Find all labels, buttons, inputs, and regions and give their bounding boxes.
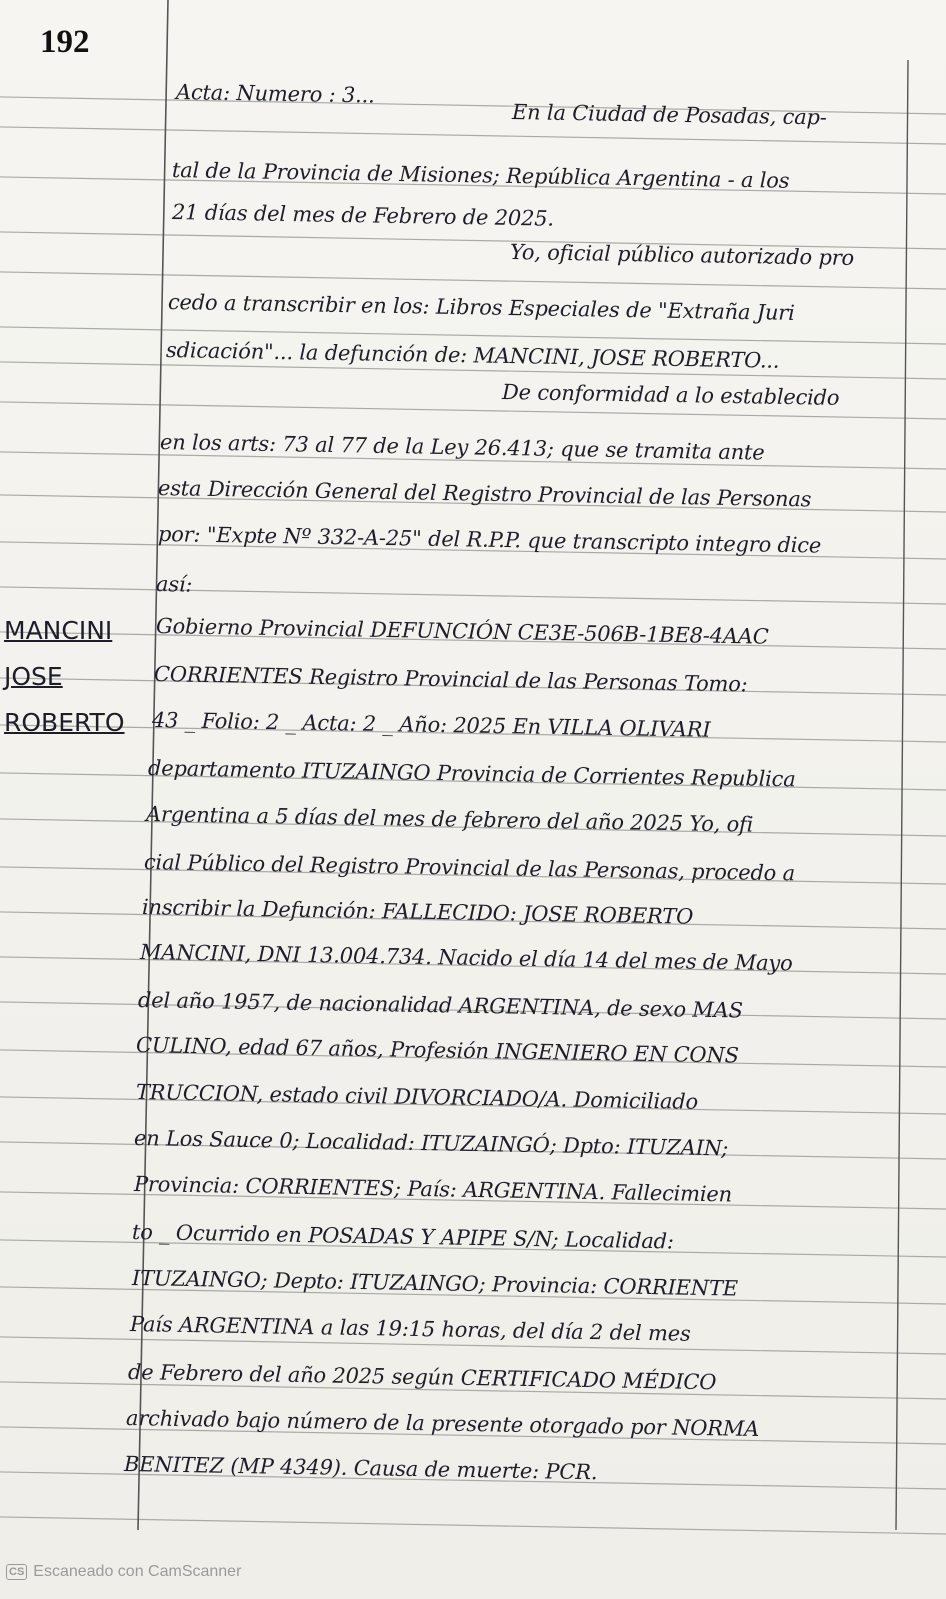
handwritten-line: inscribir la Defunción: FALLECIDO: JOSE ROBERTO (141, 895, 694, 929)
margin-name: MANCINI (4, 616, 113, 645)
handwritten-line: Gobierno Provincial DEFUNCIÓN CE3E-506B-1BE8-4AAC (155, 614, 769, 649)
handwritten-line: 43 _ Folio: 2 _ Acta: 2 _ Año: 2025 En VILLA OLIVARI (151, 708, 711, 742)
handwritten-line: así: (155, 572, 193, 597)
handwritten-line: sdicación"... la defunción de: MANCINI, JOSE ROBERTO... (165, 338, 780, 373)
right-border-line (896, 60, 908, 1530)
handwritten-line: de Febrero del año 2025 según CERTIFICADO MÉDICO (127, 1360, 717, 1395)
handwritten-line: departamento ITUZAINGO Provincia de Corrientes Republica (147, 756, 796, 792)
handwritten-line: cial Público del Registro Provincial de las Personas, procedo a (143, 850, 796, 886)
margin-name: JOSE (4, 662, 63, 691)
handwritten-line: En la Ciudad de Posadas, cap- (511, 100, 827, 130)
handwritten-line: País ARGENTINA a las 19:15 horas, del día 2 del mes (129, 1312, 691, 1346)
handwritten-line: por: "Expte Nº 332-A-25" del R.P.P. que transcripto integro dice (157, 522, 822, 558)
handwritten-line: to _ Ocurrido en POSADAS Y APIPE S/N; Localidad: (131, 1220, 675, 1254)
ruled-line (0, 127, 946, 144)
handwritten-line: TRUCCION, estado civil DIVORCIADO/A. Domiciliado (135, 1080, 699, 1114)
handwritten-line: del año 1957, de nacionalidad ARGENTINA, de sexo MAS (137, 988, 744, 1023)
handwritten-line: Provincia: CORRIENTES; País: ARGENTINA. Fallecimien (133, 1172, 733, 1207)
handwritten-line: Acta: Numero : 3... (175, 80, 375, 108)
margin-name: ROBERTO (4, 708, 125, 737)
handwritten-line: MANCINI, DNI 13.004.734. Nacido el día 14 del mes de Mayo (139, 940, 793, 976)
handwritten-line: ITUZAINGO; Depto: ITUZAINGO; Provincia: CORRIENTE (131, 1266, 739, 1301)
handwritten-line: archivado bajo número de la presente otorgado por NORMA (125, 1406, 760, 1442)
handwritten-line: Yo, oficial público autorizado pro (509, 240, 855, 271)
handwritten-line: esta Dirección General del Registro Provincial de las Personas (157, 476, 812, 512)
handwritten-line: en los arts: 73 al 77 de la Ley 26.413; que se tramita ante (159, 430, 765, 465)
handwritten-line: Argentina a 5 días del mes de febrero del año 2025 Yo, ofi (145, 802, 754, 837)
scanner-watermark (6, 1563, 241, 1581)
handwritten-line: cedo a transcribir en los: Libros Especiales de "Extraña Juri (167, 290, 795, 325)
handwritten-line: 21 días del mes de Febrero de 2025. (171, 200, 555, 231)
scanner-watermark-text: Escaneado con CamScanner (33, 1563, 242, 1580)
handwritten-line: en Los Sauce 0; Localidad: ITUZAINGÓ; Dpto: ITUZAIN; (133, 1126, 729, 1161)
handwritten-line: CORRIENTES Registro Provincial de las Personas Tomo: (153, 662, 748, 697)
handwritten-line: tal de la Provincia de Misiones; República Argentina - a los (171, 158, 790, 193)
handwritten-line: De conformidad a lo establecido (501, 380, 840, 410)
camscanner-logo-icon: CS (6, 1564, 27, 1580)
ruled-line (0, 587, 946, 604)
handwritten-line: BENITEZ (MP 4349). Causa de muerte: PCR. (123, 1452, 598, 1485)
ruled-line (0, 272, 946, 289)
ruled-line (0, 327, 946, 344)
page-number: 192 (40, 24, 90, 60)
ruled-line (0, 1517, 946, 1534)
handwritten-line: CULINO, edad 67 años, Profesión INGENIERO EN CONS (135, 1033, 740, 1068)
